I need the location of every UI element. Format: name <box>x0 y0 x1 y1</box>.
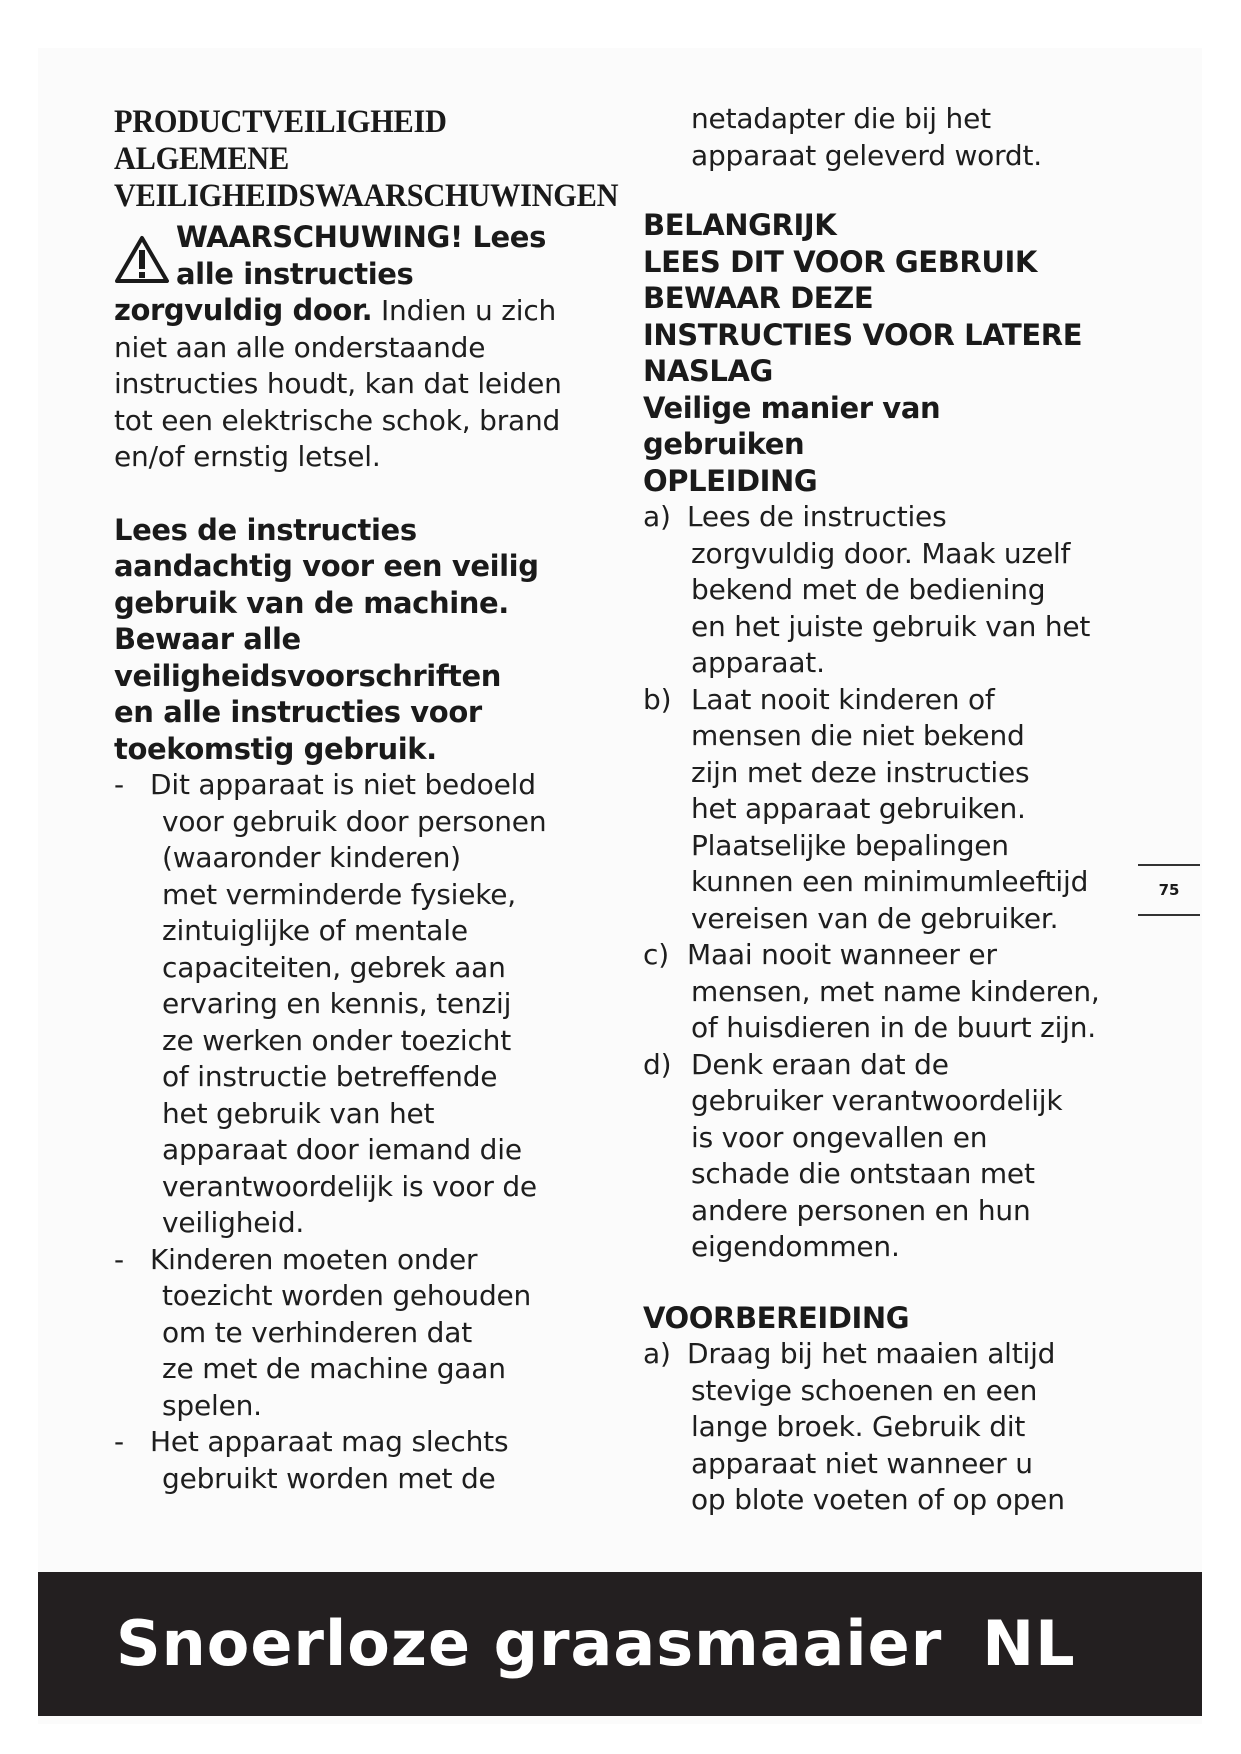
bold-line: Lees de instructies <box>114 512 417 547</box>
list-line: het gebruik van het <box>162 1096 435 1130</box>
list-item <box>114 1424 609 1497</box>
list-line: het apparaat gebruiken. <box>691 792 1026 825</box>
list-line: ze met de machine gaan <box>162 1352 506 1385</box>
list-line: toezicht worden gehouden <box>162 1279 532 1312</box>
list-line: ze werken onder toezicht <box>162 1023 511 1057</box>
dash-list <box>114 767 609 1497</box>
list-marker: - <box>114 1425 124 1458</box>
training-list <box>643 499 1153 1266</box>
preparation-list <box>643 1336 1153 1519</box>
list-line: en het juiste gebruik van het <box>691 609 1091 643</box>
list-line: om te verhinderen dat <box>162 1315 472 1349</box>
list-item <box>643 1336 1153 1519</box>
list-item <box>643 937 1153 1047</box>
product-name: Snoerloze graasmaaier <box>116 1607 943 1680</box>
warning-lead: WAARSCHUWING! Lees <box>176 220 546 254</box>
list-line: mensen, met name kinderen, <box>691 974 1100 1008</box>
list-marker: a) <box>643 1337 671 1370</box>
list-line: veiligheid. <box>162 1206 305 1239</box>
bold-line: gebruik van de machine. <box>114 585 509 620</box>
warning-triangle-icon <box>114 235 170 285</box>
important-notice <box>643 207 1153 390</box>
warning-lead: zorgvuldig door. <box>114 293 373 327</box>
list-line: stevige schoenen en een <box>691 1373 1038 1407</box>
list-line: mensen die niet bekend <box>691 719 1025 752</box>
list-line: andere personen en hun <box>691 1193 1031 1227</box>
warning-text: Indien u zich <box>372 294 557 327</box>
list-line: voor gebruik door personen <box>162 804 547 838</box>
important-line: INSTRUCTIES VOOR LATERE <box>643 317 1083 352</box>
list-marker: - <box>114 1242 124 1276</box>
list-line: Lees de instructies <box>687 500 947 533</box>
page-number: 75 <box>1138 864 1200 916</box>
list-line: lange broek. Gebruik dit <box>691 1410 1026 1443</box>
list-line: Kinderen moeten onder <box>150 1242 478 1276</box>
left-column <box>114 104 619 1497</box>
list-line: vereisen van de gebruiker. <box>691 901 1059 935</box>
list-line: apparaat door iemand die <box>162 1133 522 1166</box>
list-marker: a) <box>643 500 671 533</box>
warning-text: niet aan alle onderstaande <box>114 330 486 364</box>
list-marker: d) <box>643 1047 672 1081</box>
warning-paragraph <box>114 219 609 476</box>
footer-title <box>116 1608 1076 1680</box>
list-item <box>643 682 1153 938</box>
title-line: PRODUCTVEILIGHEID <box>114 104 447 140</box>
continuation-text <box>643 101 1153 174</box>
bold-line: Bewaar alle <box>114 622 301 656</box>
list-line: capaciteiten, gebrek aan <box>162 950 506 984</box>
list-line: schade die ontstaan met <box>691 1157 1035 1190</box>
preparation-heading: VOORBEREIDING <box>643 1300 910 1335</box>
important-line: NASLAG <box>643 354 773 388</box>
list-marker: c) <box>643 938 669 971</box>
list-line: met verminderde fysieke, <box>162 877 516 911</box>
list-item <box>643 1047 1153 1266</box>
warning-text: instructies houdt, kan dat leiden <box>114 367 562 400</box>
warning-text: tot een elektrische schok, brand <box>114 403 561 437</box>
training-heading: OPLEIDING <box>643 463 818 498</box>
bold-line: veiligheidsvoorschriften <box>114 658 502 693</box>
title-line: ALGEMENE <box>114 141 289 177</box>
list-line: is voor ongevallen en <box>691 1120 988 1154</box>
list-line: Draag bij het maaien altijd <box>687 1337 1056 1370</box>
warning-text: en/of ernstig letsel. <box>114 440 381 473</box>
title-line: VEILIGHEIDSWAARSCHUWINGEN <box>114 178 619 214</box>
section-title <box>114 104 619 215</box>
list-line: Dit apparaat is niet bedoeld <box>150 768 536 801</box>
list-line: Plaatselijke bepalingen <box>691 828 1009 862</box>
list-line: zijn met deze instructies <box>691 755 1030 789</box>
bold-line: en alle instructies voor <box>114 695 482 729</box>
list-line: eigendommen. <box>691 1230 900 1263</box>
warning-lead: alle instructies <box>176 256 414 291</box>
important-line: BEWAAR DEZE <box>643 281 874 315</box>
list-line: gebruikt worden met de <box>162 1461 496 1495</box>
list-marker: b) <box>643 682 672 716</box>
list-line: Denk eraan dat de <box>691 1047 949 1081</box>
bold-line: toekomstig gebruik. <box>114 731 437 766</box>
list-line: op blote voeten of op open <box>691 1483 1065 1516</box>
important-line: LEES DIT VOOR GEBRUIK <box>643 244 1037 279</box>
list-line: spelen. <box>162 1388 262 1422</box>
list-line: apparaat geleverd wordt. <box>691 138 1042 172</box>
important-line: BELANGRIJK <box>643 208 837 242</box>
list-line: netadapter die bij het <box>691 102 991 135</box>
list-line: of huisdieren in de buurt zijn. <box>691 1011 1096 1044</box>
list-marker: - <box>114 768 124 801</box>
list-line: (waaronder kinderen) <box>162 841 461 874</box>
list-line: gebruiker verantwoordelijk <box>691 1084 1063 1117</box>
language-code: NL <box>982 1607 1076 1680</box>
list-item <box>643 499 1153 682</box>
list-line: Laat nooit kinderen of <box>691 682 995 716</box>
bold-line: aandachtig voor een veilig <box>114 549 539 583</box>
list-line: Het apparaat mag slechts <box>150 1425 509 1458</box>
list-line: of instructie betreffende <box>162 1060 498 1093</box>
list-line: kunnen een minimumleeftijd <box>691 865 1089 898</box>
subheading-line: Veilige manier van <box>643 390 941 425</box>
safe-use-heading <box>643 390 1153 463</box>
list-line: bekend met de bediening <box>691 573 1046 606</box>
warning-line <box>114 292 609 330</box>
bold-instructions <box>114 512 609 768</box>
list-item <box>114 767 609 1242</box>
list-line: verantwoordelijk is voor de <box>162 1169 537 1203</box>
list-item <box>114 1242 609 1425</box>
footer-banner <box>38 1572 1202 1716</box>
list-line: zintuiglijke of mentale <box>162 914 468 947</box>
right-column <box>643 104 1153 1519</box>
list-line: ervaring en kennis, tenzij <box>162 987 512 1020</box>
subheading-line: gebruiken <box>643 427 805 461</box>
list-line: zorgvuldig door. Maak uzelf <box>691 536 1071 570</box>
list-line: apparaat. <box>691 646 825 679</box>
list-line: apparaat niet wanneer u <box>691 1446 1033 1480</box>
list-line: Maai nooit wanneer er <box>687 938 997 971</box>
